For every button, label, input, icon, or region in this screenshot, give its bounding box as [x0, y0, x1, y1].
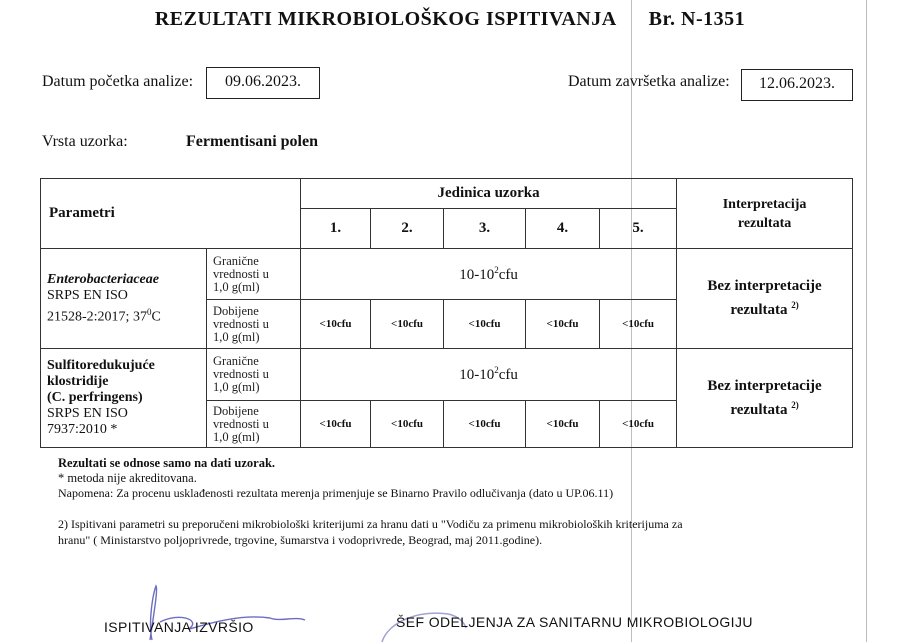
table-row: [41, 249, 853, 300]
value-cell: <10cfu: [301, 401, 371, 448]
performed-by-label: ISPITIVANJA IZVRŠIO: [104, 619, 254, 635]
table-row: [41, 349, 853, 401]
value-cell: <10cfu: [600, 300, 677, 349]
accreditation-note: * metoda nije akreditovana.: [58, 471, 197, 485]
units-header: Jedinica uzorka: [301, 179, 677, 209]
limit-value: $10-10^2cfu$: [301, 349, 677, 401]
report-number: Br. N-1351: [648, 8, 746, 30]
interp-cell: Bez interpretacije rezultata $^{2)}$: [677, 249, 853, 349]
value-cell: <10cfu: [444, 300, 526, 349]
paper-edge: [866, 0, 867, 642]
end-date-label: Datum završetka analize:: [568, 73, 730, 90]
limit-label: Granične vrednosti u 1,0 g(ml): [207, 349, 301, 401]
unit-col-2: 2.: [371, 209, 444, 249]
sample-type-value: Fermentisani polen: [186, 133, 318, 150]
unit-col-4: 4.: [526, 209, 600, 249]
title-text: REZULTATI MIKROBIOLOŠKOG ISPITIVANJA: [154, 8, 617, 30]
value-cell: <10cfu: [526, 300, 600, 349]
sample-type-label: Vrsta uzorka:: [42, 133, 128, 150]
param-name-cell: Enterobacteriaceae SRPS EN ISO 21528-2:2017; $37^0C$: [41, 249, 207, 349]
value-cell: <10cfu: [526, 401, 600, 448]
footnote-line-2: hranu" ( Ministarstvo poljoprivrede, trgovine, šumarstva i vodoprivrede, Beograd, maj 2011.godine).: [58, 533, 543, 547]
value-cell: <10cfu: [600, 401, 677, 448]
interp-cell: Bez interpretacije rezultata $^{2)}$: [677, 349, 853, 448]
unit-col-5: 5.: [600, 209, 677, 249]
end-date-field: 12.06.2023.: [741, 69, 853, 101]
page-title: [0, 8, 900, 31]
results-note: Rezultati se odnose samo na dati uzorak.: [58, 456, 276, 470]
limit-value: $10-10^2cfu$: [301, 249, 677, 300]
start-date-label: Datum početka analize:: [42, 73, 194, 90]
unit-col-1: 1.: [301, 209, 371, 249]
value-cell: <10cfu: [444, 401, 526, 448]
param-header: Parametri: [41, 179, 301, 249]
obtained-label: Dobijene vrednosti u 1,0 g(ml): [207, 401, 301, 448]
value-cell: <10cfu: [301, 300, 371, 349]
footnote-line-1: 2) Ispitivani parametri su preporučeni mikrobiološki kriterijumi za hranu dati u "Vodiču za primenu mikrobioloških kriterijuma za: [58, 517, 683, 531]
limit-label: Granične vrednosti u 1,0 g(ml): [207, 249, 301, 300]
unit-col-3: 3.: [444, 209, 526, 249]
obtained-label: Dobijene vrednosti u 1,0 g(ml): [207, 300, 301, 349]
value-cell: <10cfu: [371, 401, 444, 448]
results-table: [40, 178, 853, 448]
napomena-note: Napomena: Za procenu usklađenosti rezultata merenja primenjuje se Binarno Pravilo odlučivanja (dato u UP.06.11): [58, 486, 614, 500]
start-date-field: 09.06.2023.: [206, 67, 320, 99]
param-name-cell: Sulfitoredukujuće klostridije (C. perfringens) SRPS EN ISO 7937:2010 *: [41, 349, 207, 448]
value-cell: <10cfu: [371, 300, 444, 349]
head-of-department-label: ŠEF ODELJENJA ZA SANITARNU MIKROBIOLOGIJU: [396, 614, 753, 630]
interp-header: Interpretacija rezultata: [677, 179, 853, 249]
